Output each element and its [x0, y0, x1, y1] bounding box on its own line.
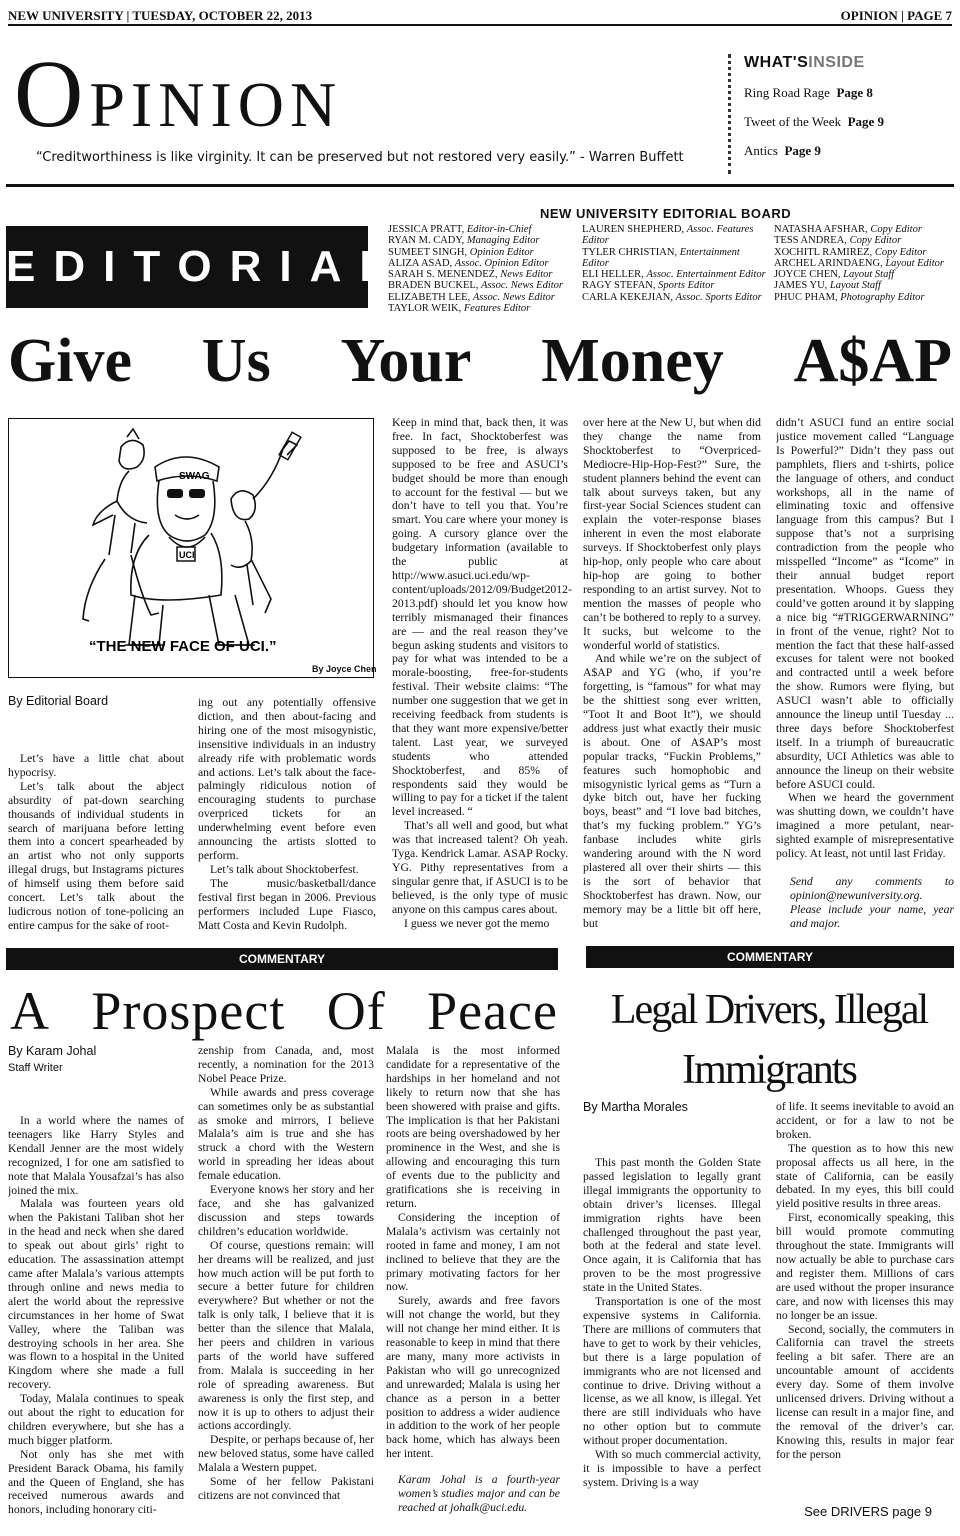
paragraph: Despite, or perhaps because of, her new beloved status, some have called Malala a Western puppet.	[198, 1433, 374, 1475]
paragraph: The question as to how this new proposal affects us all here, in the state of California, can be easily debated. In my eyes, this bill could yield positive results in three areas.	[776, 1141, 954, 1211]
paragraph: When we heard the government was shutting down, we couldn’t have imagined a more petulant, near-sighted example of misrepresentative policy. At least, not until last Friday.	[776, 791, 954, 861]
paragraph: Today, Malala continues to speak out about the right to education for children everywhere, but she has a much bigger platform.	[8, 1392, 184, 1447]
paragraph: And while we’re on the subject of A$AP and YG (who, if you’re forgetting, is “famous” for what may be the shittiest song ever written, “Toot It and Boot It”), we should address just what exactly their music is about. One of A$AP’s most popular tracks, “Fuckin Problems,” features such homophobic and misogynistic lyrical gems as “Turn a dyke bitch out, have her fucking boys, beast” and “I love bad bitches, that’s my fucking problem.” YG’s fanbase includes white girls wandering around with the N word plastered all over their shirts — this is the sort of behavior that Shocktoberfest has drawn. Now, our memory may be a little bit off here, but	[583, 652, 761, 930]
inside-item[interactable]: Ring Road Rage Page 8	[744, 85, 873, 100]
paragraph: First, economically speaking, this bill would promote commuting throughout the state. Immigrants will now actually be able to purchase cars and register them. Millions of cars are used without the proper insurance care, and now with licenses this may no longer be an issue.	[776, 1211, 954, 1322]
running-header	[8, 4, 952, 26]
issue-date: NEW UNIVERSITY | TUESDAY, OCTOBER 22, 2013	[8, 8, 313, 23]
article-column	[392, 416, 572, 938]
cartoon-caption: “THE NEW FACE OF UCI.”	[89, 638, 277, 655]
paragraph: Malala was fourteen years old when the Pakistani Taliban shot her in the head and neck when she dared to speak out about girls’ right to education. The assassination attempt came after Malala’s various attempts through online and news media to alert the world about the repressive circumstances in her home of Swat Valley, where the Taliban was destroying schools in her area. She was flown to a hospital in the United Kingdom where she made a full recovery.	[8, 1197, 184, 1392]
paragraph: While awards and press coverage can sometimes only be as substantial as smoke and mirrors, I believe Malala’s aim is true and she has struck a chord with the Western world in spreading her ideas about female education.	[198, 1085, 374, 1183]
board-member: LAUREN SHEPHERD, Assoc. Features Editor	[582, 224, 754, 247]
divider	[6, 184, 954, 187]
masthead-quote: “Creditworthiness is like virginity. It can be preserved but not restored very easily.” - Warren Buffett	[36, 150, 684, 165]
board-member: SUMEET SINGH, Opinion Editor	[388, 246, 534, 258]
article-column	[8, 1114, 184, 1528]
board-member: SARAH S. MENENDEZ, News Editor	[388, 269, 553, 281]
commentary-headline: A Prospect Of Peace	[10, 981, 558, 1041]
jump-line[interactable]: See DRIVERS page 9	[804, 1504, 932, 1519]
board-member: ELIZABETH LEE, Assoc. News Editor	[388, 291, 555, 303]
board-member: TESS ANDREA, Copy Editor	[774, 235, 902, 247]
author-note: Karam Johal is a fourth-year women’s studies major and can be reached at johalk@uci.edu.	[398, 1473, 560, 1514]
byline: By Karam Johal	[8, 1044, 97, 1058]
editorial-label: EDITORIAL	[6, 226, 368, 308]
board-member: NATASHA AFSHAR, Copy Editor	[774, 224, 922, 235]
board-column	[774, 224, 960, 303]
paragraph: The music/basketball/dance festival first began in 2006. Previous performers included Lupe Fiasco, Matt Costa and Kevin Rudolph.	[198, 876, 376, 932]
paragraph: Not only has she met with President Barack Obama, his family and the Queen of England, she has received numerous awards and honors, including honorary citi-	[8, 1447, 184, 1517]
paragraph: Considering the inception of Malala’s activism was certainly not rooted in fame and money, I am not inclined to believe that they are the primary motivating factors for her now.	[386, 1210, 560, 1294]
paragraph: Malala is the most informed candidate for a representative of the hardships in her homeland and not likely to return now that she has been showered with praise and gifts. The implication is that her Pakistani roots are being overshadowed by her prominence in the West, and she is allowing and encouraging this turn of events due to the publicity and gratifications she is receiving in return.	[386, 1044, 560, 1210]
board-member: JESSICA PRATT, Editor-in-Chief	[388, 224, 532, 235]
paragraph: This past month the Golden State passed legislation to legally grant illegal immigrants the opportunity to obtain driver’s licenses. Illegal immigration rights have been challenged throughout the past year, both at the federal and state level. Once again, it is California that has proven to be the most progressive state in the United States.	[583, 1156, 761, 1295]
whats-inside	[744, 54, 954, 159]
board-member: CARLA KEKEJIAN, Assoc. Sports Editor	[582, 291, 762, 303]
commentary-headline: Legal Drivers, Illegal Immigrants	[610, 987, 928, 1093]
whats-inside-heading: WHAT'SINSIDE	[744, 54, 865, 71]
board-member: XOCHITL RAMIREZ, Copy Editor	[774, 246, 927, 258]
board-member: BRADEN BUCKEL, Assoc. News Editor	[388, 280, 564, 292]
cartoon-cap-text: SWAG	[179, 471, 210, 482]
paragraph: Of course, questions remain: will her dreams will be realized, and just how much action will be put forth to secure a better future for children everywhere? But whether or not the talk is only talk, I believe that it is better than the silence that Malala, her peers and children in various parts of the world have suffered from. Malala is succeeding in her role of spreading awareness. But awareness is only the first step, and now it is up to others to adjust their actions accordingly.	[198, 1238, 374, 1433]
article-column	[198, 696, 376, 938]
board-member: JOYCE CHEN, Layout Staff	[774, 269, 895, 281]
board-member: ELI HELLER, Assoc. Entertainment Editor	[582, 269, 766, 281]
section-bar: COMMENTARY	[6, 948, 558, 970]
paragraph: In a world where the names of teenagers like Harry Styles and Kendall Jenner are the most widely recognized, I for one am satisfied to note that Malala Yousafzai’s has also joined the mix.	[8, 1114, 184, 1197]
inside-item[interactable]: Tweet of the Week Page 9	[744, 114, 885, 129]
paragraph: With so much commercial activity, it is impossible to have a perfect system. Driving is a way	[583, 1448, 761, 1489]
paragraph: I guess we never got the memo	[404, 916, 550, 930]
board-member: TAYLOR WEIK, Features Editor	[388, 303, 531, 315]
paragraph: Let’s have a little chat about hypocrisy.	[8, 752, 184, 779]
cartoon-credit: By Joyce Chen	[312, 664, 377, 674]
article-column	[583, 416, 761, 938]
cartoon-chain-text: UCI	[179, 550, 195, 560]
board-member: RYAN M. CADY, Managing Editor	[388, 235, 540, 247]
byline: By Martha Morales	[583, 1100, 688, 1114]
article-column	[386, 1044, 560, 1528]
paragraph: Let’s talk about Shocktoberfest.	[210, 862, 359, 876]
paragraph: ing out any potentially offensive diction, and then about-facing and hiring one of the most misogynistic, insensitive individuals in an industry already rife with problematic words and actions. Let’s talk about the face-palmingly ridiculous notion of encouraging students to purchase overpriced tickets for an underwhelming event before even announcing the artists slotted to perform.	[198, 696, 376, 862]
paragraph: Everyone knows her story and her face, and she has galvanized discussion and steps towards children’s education worldwide.	[198, 1183, 374, 1238]
board-member: JAMES YU, Layout Staff	[774, 280, 881, 292]
paragraph: Second, socially, the commuters in California can travel the streets feeling a bit safer. There are an uncountable amount of accidents every day. Some of them involve unlicensed drivers. Driving without a license can result in a major fine, and the removal of the driver’s car. Knowing this, results in major fear for the person	[776, 1322, 954, 1461]
section-title	[14, 40, 343, 147]
board-column	[582, 224, 768, 303]
article-column	[776, 1100, 954, 1500]
byline: By Editorial Board	[8, 694, 109, 708]
board-column	[388, 224, 578, 314]
paragraph: over here at the New U, but when did they change the name from Shocktoberfest to “Overpriced-Mediocre-Hip-Hop-Fest?” Sure, the student planners behind the event can talk about surveys taken, but any first-year Social Sciences student can explain the voter-response biases inherent in even the most elaborate surveys. If Shocktoberfest only plays hip-hop, only people who care about hip-hop are going to bother responding to an artist survey. Not to mention the masses of people who can’t be bothered to reply to a survey. It sucks, but welcome to the wonderful world of statistics.	[583, 416, 761, 652]
paragraph: Let’s talk about the abject absurdity of pat-down searching thousands of individual students in search of marijuana before letting them into a concert spearheaded by an artist who not only supports illegal drugs, but Instagrams pictures of himself using them before said concert. Let’s talk about the ludicrous notion of tone-policing an entire campus for the sake of root-	[8, 779, 184, 932]
editorial-note: Send any comments to opinion@newuniversity.org. Please include your name, year and major.	[790, 875, 954, 930]
board-title: NEW UNIVERSITY EDITORIAL BOARD	[540, 206, 792, 221]
article-column	[583, 1156, 761, 1530]
paragraph: Some of her fellow Pakistani citizens are not convinced that	[198, 1475, 374, 1502]
board-member: ARCHEL ARINDAENG, Layout Editor	[774, 257, 944, 269]
article-column	[198, 1044, 374, 1528]
article-column	[776, 416, 954, 938]
paragraph: Keep in mind that, back then, it was free. In fact, Shocktoberfest was supposed to be free, is always supposed to be free and ASUCI’s budget should be more than enough to account for the festival — but we don’t have to tell you that. You’re smart. You care where your money is going. A cursory glance over the budgetary information (available to the public at http://www.asuci.uci.edu/wp-content/uploads/2012/09/Budget2012-2013.pdf) should let you know how terribly mismanaged their finances are — and the real reason they’ve begun asking students and visitors to pay for what was intended to be a morale-boosting, free-for-students festival. Their website claims: “The number one suggestion that we get in receiving feedback from students is that they want more expensive/better talent. Last year, we surveyed students who attended Shocktoberfest, and 85% of respondents said they would be willing to pay for a ticket if the talent level increased. “	[392, 416, 572, 819]
byline-role: Staff Writer	[8, 1062, 63, 1074]
paragraph: Transportation is one of the most expensive systems in California. There are millions of commuters that have to get to work by their vehicles, but there is a large population of immigrants who are not licensed and continue to drive. Driving without a license, as we all know, is illegal. Yet there are still individuals who have no other option but to commute without proper documentation.	[583, 1295, 761, 1448]
board-member: RAGY STEFAN, Sports Editor	[582, 280, 715, 292]
paragraph: That’s all well and good, but what was that increased talent? Oh yeah. Tyga. Kendrick Lamar. ASAP Rocky. YG. Pithy representatives from a singular genre that, if ASUCI is to be believed, is the only type of music anyone on this campus cares about.	[392, 819, 568, 916]
paragraph: didn’t ASUCI fund an entire social justice movement called “Language Is Powerful?” Didn’t they pass out pamphlets, fliers and t-shirts, police the language of others, and conduct workshops, all in the name of eliminating toxic and offensive language from this campus? But I suppose that’s not a surprising contradiction from the people who misspelled “Income” as “Icome” in their annual budget report presentation. Whoops. Guess they could’ve gotten around it by slapping a nice big “#TRIGGERWARNING” in front of the venue, right? Not to mention the fact that these half-assed excuses for talent were not booked and contracted until a week before the show. Rumors were flying, but ASUCI wasn’t able to officially announce the lineup until Tuesday ... three days before Shocktoberfest itself. In a triumph of bureaucratic absurdity, UCI Athletics was able to announce the lineup on their website before ASUCI could.	[776, 416, 954, 791]
article-column	[8, 752, 184, 938]
board-member: PHUC PHAM, Photography Editor	[774, 291, 925, 303]
paragraph: Surely, awards and free favors will not change the world, but they will not change her mind either. It is reasonable to keep in mind that there are many, many more activists in Pakistan who will go unrecognized and unrewarded; Malala is using her chance as a person in a better position to address a wider audience in addition to the work of her people back home, which has always been her intent.	[386, 1294, 560, 1461]
board-member: ALIZA ASAD, Assoc. Opinion Editor	[388, 257, 549, 269]
divider-dotted	[728, 54, 731, 174]
section-title-rest: PINION	[89, 69, 343, 140]
paragraph: of life. It seems inevitable to avoid an accident, or for a law to not be broken.	[776, 1100, 954, 1141]
section-page: OPINION | PAGE 7	[840, 8, 952, 23]
section-title-initial: O	[14, 40, 90, 147]
editorial-headline: Give Us Your Money A$AP	[8, 327, 952, 395]
board-member: TYLER CHRISTIAN, Entertainment Editor	[582, 246, 740, 269]
editorial-cartoon	[8, 418, 374, 678]
section-bar: COMMENTARY	[586, 946, 954, 968]
paragraph: zenship from Canada, and, most recently, a nomination for the 2013 Nobel Peace Prize.	[198, 1044, 374, 1085]
inside-item[interactable]: Antics Page 9	[744, 143, 821, 158]
